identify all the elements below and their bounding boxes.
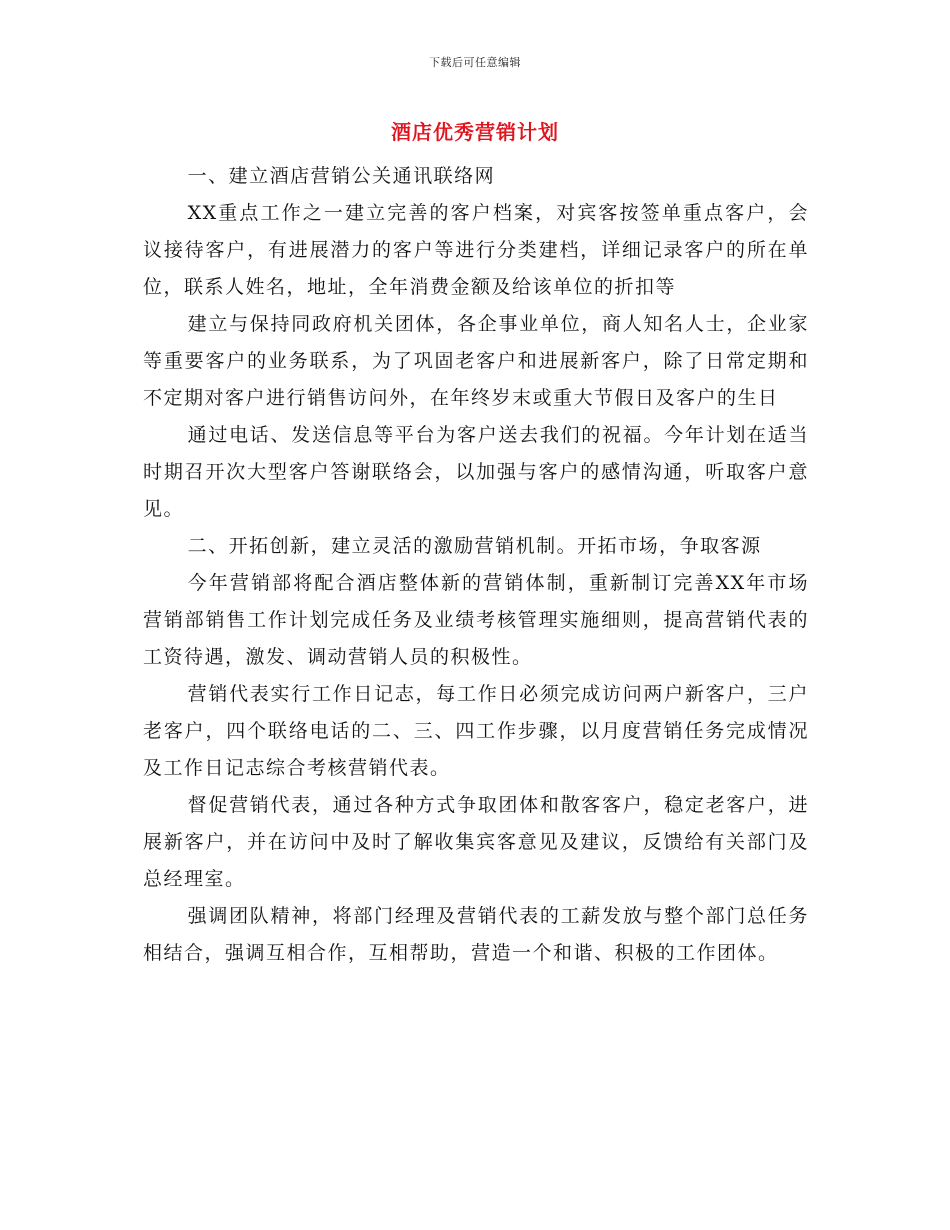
body-paragraph: 建立与保持同政府机关团体，各企事业单位，商人知名人士，企业家等重要客户的业务联系，为了巩固老客户和进展新客户，除了日常定期和不定期对客户进行销售访问外，在年终岁末或重大节假日及客户的生日 xyxy=(143,313,809,409)
body-paragraph: XX重点工作之一建立完善的客户档案，对宾客按签单重点客户，会议接待客户，有进展潜力的客户等进行分类建档，详细记录客户的所在单位，联系人姓名，地址，全年消费金额及给该单位的折扣等 xyxy=(143,202,809,298)
header-note: 下载后可任意编辑 xyxy=(429,56,521,69)
body-paragraph: 今年营销部将配合酒店整体新的营销体制，重新制订完善XX年市场营销部销售工作计划完成任务及业绩考核管理实施细则，提高营销代表的工资待遇，激发、调动营销人员的积极性。 xyxy=(143,572,809,668)
document-title: 酒店优秀营销计划 xyxy=(391,120,559,144)
section-heading-2: 二、开拓创新，建立灵活的激励营销机制。开拓市场，争取客源 xyxy=(187,535,762,557)
body-paragraph: 通过电话、发送信息等平台为客户送去我们的祝福。今年计划在适当时期召开次大型客户答谢联络会，以加强与客户的感情沟通，听取客户意见。 xyxy=(143,424,809,520)
section-heading-1: 一、建立酒店营销公关通讯联络网 xyxy=(187,165,496,187)
body-paragraph: 营销代表实行工作日记志，每工作日必须完成访问两户新客户，三户老客户，四个联络电话的二、三、四工作步骤，以月度营销任务完成情况及工作日记志综合考核营销代表。 xyxy=(143,683,809,779)
body-paragraph: 强调团队精神，将部门经理及营销代表的工薪发放与整个部门总任务相结合，强调互相合作，互相帮助，营造一个和谐、积极的工作团体。 xyxy=(143,905,809,964)
document-body xyxy=(143,158,809,972)
body-paragraph: 督促营销代表，通过各种方式争取团体和散客客户，稳定老客户，进展新客户，并在访问中及时了解收集宾客意见及建议，反馈给有关部门及总经理室。 xyxy=(143,794,809,890)
